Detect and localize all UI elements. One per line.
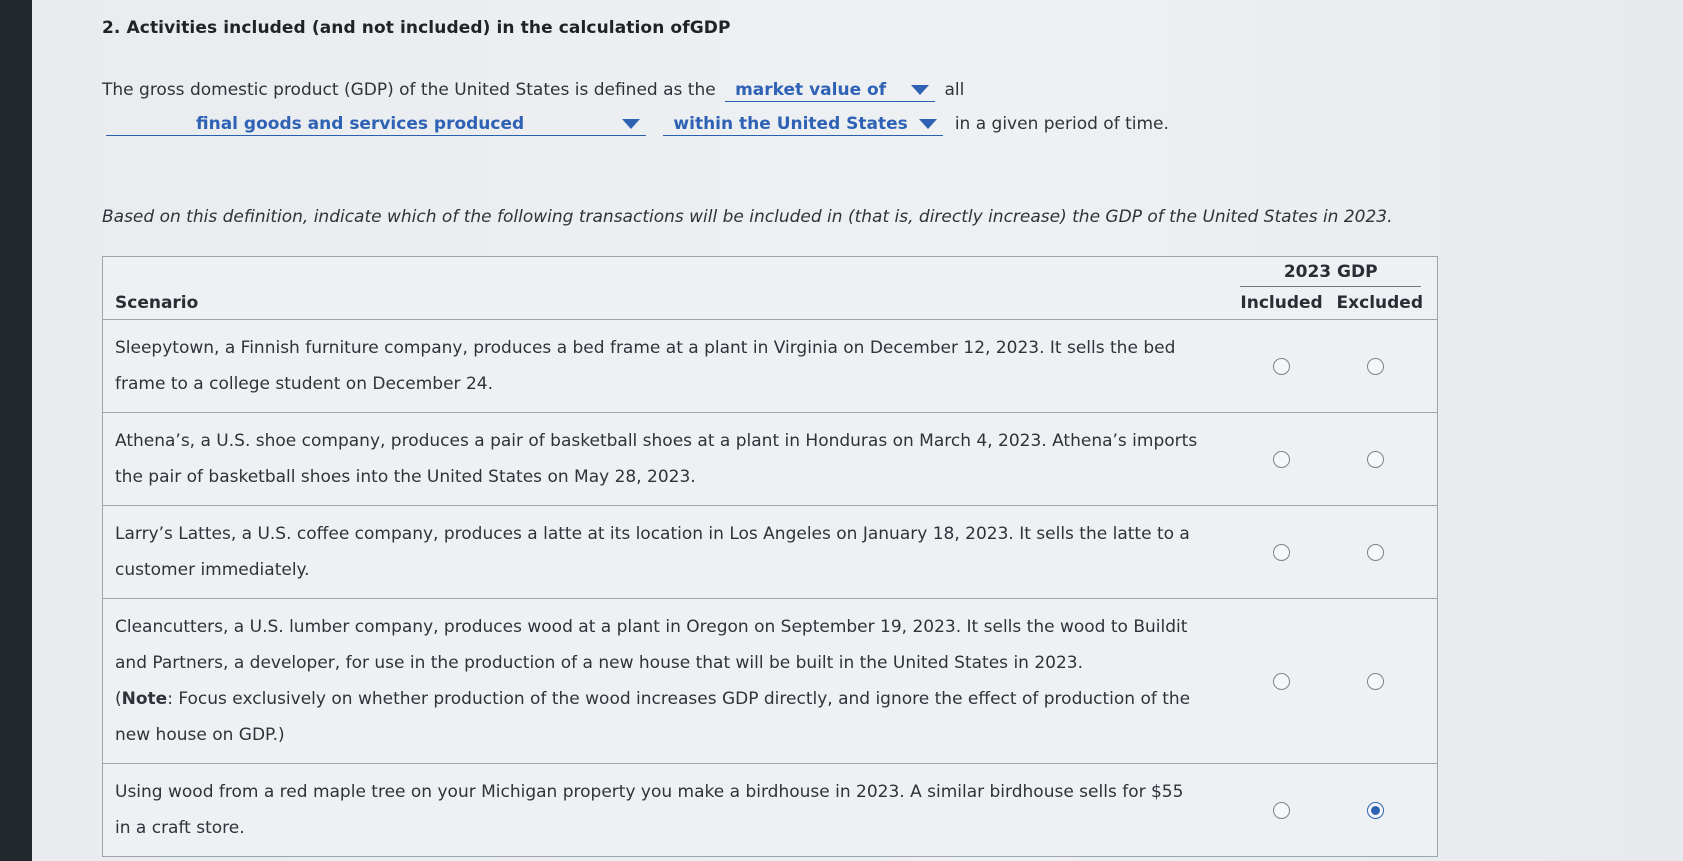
chevron-down-icon [622,119,640,129]
radio-included[interactable] [1273,673,1290,690]
gdp-group-header [1230,257,1437,320]
scenario-text: Cleancutters, a U.S. lumber company, produces wood at a plant in Oregon on September 19, 2023. It sells the wood to Buildit and Partners, a developer, for use in the production of a new house that will be built in the United States in 2023. [115,617,1188,673]
screen-bezel [0,0,32,861]
choice-cell [1230,320,1437,413]
table-row [103,506,1438,599]
excluded-header: Excluded [1336,292,1423,313]
gdp-table [102,256,1438,857]
radio-excluded[interactable] [1367,451,1384,468]
definition-line-1 [102,72,1462,108]
table-row [103,599,1438,764]
radio-excluded[interactable] [1367,544,1384,561]
definition-all: all [944,80,965,100]
definition-line-2 [102,106,1462,142]
radio-group [1230,802,1437,819]
choice-cell [1230,599,1437,764]
dropdown-market-value-value: market value of [735,80,887,100]
definition-prefix: The gross domestic product (GDP) of the United States is defined as the [102,80,716,100]
question-title: 2. Activities included (and not included) in the calculation ofGDP [102,18,731,38]
table-header-row [103,257,1438,320]
question-page [32,0,1683,861]
radio-group [1230,544,1437,561]
radio-included[interactable] [1273,544,1290,561]
chevron-down-icon [911,85,929,95]
dropdown-final-goods[interactable] [106,113,646,136]
scenario-header: Scenario [103,257,1231,320]
choice-cell [1230,506,1437,599]
radio-included[interactable] [1273,358,1290,375]
question-prompt: Based on this definition, indicate which of the following transactions will be included in (that is, directly increase) the GDP of the United States in 2023. [102,207,1393,227]
radio-excluded[interactable] [1367,358,1384,375]
note-open: ( [115,689,122,709]
radio-included[interactable] [1273,802,1290,819]
radio-group [1230,358,1437,375]
gdp-definition [102,72,1462,142]
included-header: Included [1240,292,1323,313]
question-content [102,18,1462,857]
radio-group [1230,451,1437,468]
dropdown-market-value[interactable] [725,79,935,102]
chevron-down-icon [919,119,937,129]
radio-included[interactable] [1273,451,1290,468]
table-row [103,413,1438,506]
scenario-text-with-note [103,599,1231,764]
table-row [103,764,1438,857]
gdp-year-header: 2023 GDP [1240,258,1421,287]
radio-group [1230,673,1437,690]
note-label: Note [121,689,168,709]
gdp-column-headers [1230,287,1437,319]
scenario-text: Athena’s, a U.S. shoe company, produces a pair of basketball shoes at a plant in Honduras on March 4, 2023. Athena’s imports the pair of basketball shoes into the United States on May 28, 2023. [103,413,1231,506]
scenario-text: Sleepytown, a Finnish furniture company, produces a bed frame at a plant in Virginia on December 12, 2023. It sells the bed frame to a college student on December 24. [103,320,1231,413]
note-text: : Focus exclusively on whether production of the wood increases GDP directly, and ignore the effect of production of the new house on GDP.) [115,689,1191,745]
choice-cell [1230,764,1437,857]
dropdown-location[interactable] [663,113,943,136]
radio-excluded[interactable] [1367,673,1384,690]
dropdown-location-value: within the United States [673,114,908,134]
radio-excluded[interactable] [1367,802,1384,819]
definition-suffix: in a given period of time. [954,114,1169,134]
dropdown-final-goods-value: final goods and services produced [196,114,525,134]
scenario-text: Larry’s Lattes, a U.S. coffee company, produces a latte at its location in Los Angeles on January 18, 2023. It sells the latte to a customer immediately. [103,506,1231,599]
choice-cell [1230,413,1437,506]
table-row [103,320,1438,413]
scenario-text: Using wood from a red maple tree on your Michigan property you make a birdhouse in 2023. A similar birdhouse sells for $55 in a craft store. [103,764,1231,857]
